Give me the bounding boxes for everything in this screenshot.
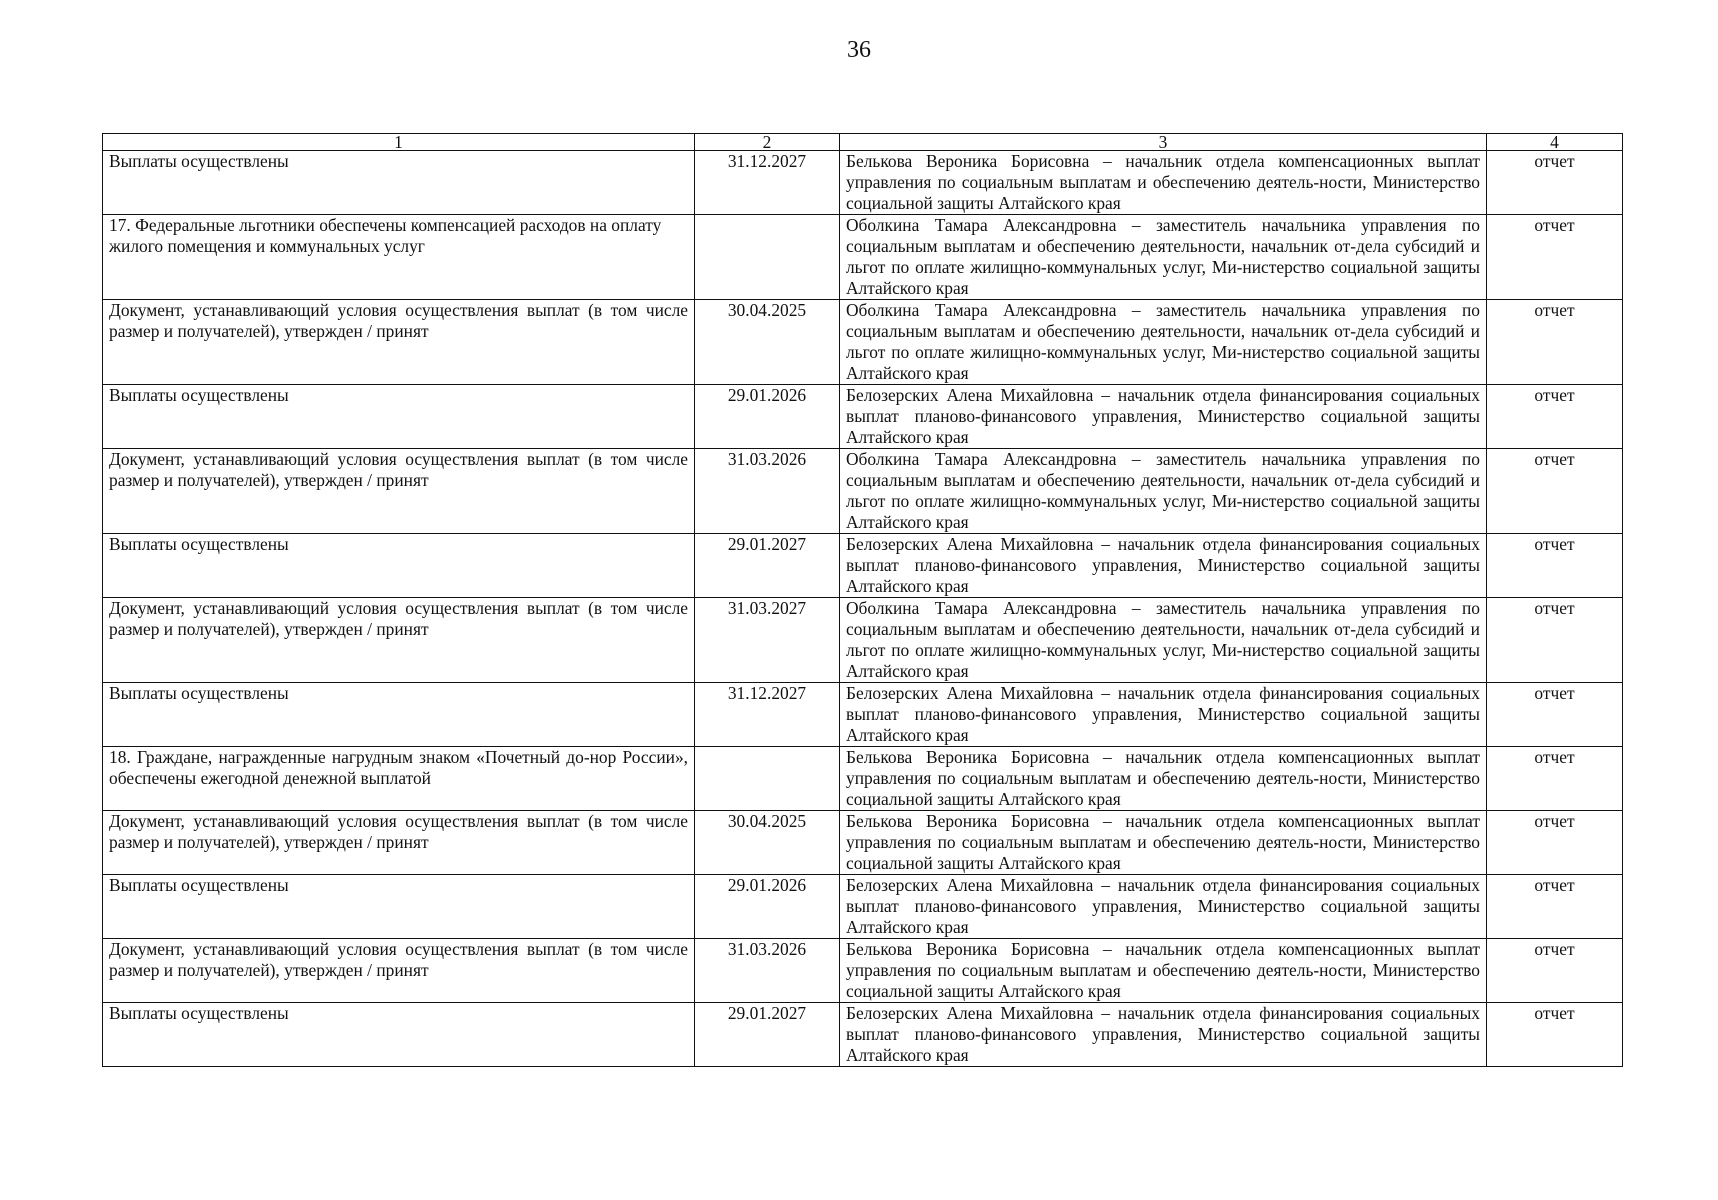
responsible-cell: Белозерских Алена Михайловна – начальник отдела финансирования социальных выплат планово-финансового управления, Министерство социальной защиты Алтайского края	[840, 1003, 1487, 1067]
date-cell: 29.01.2027	[695, 1003, 840, 1067]
table-row	[103, 151, 1623, 215]
responsible-cell: Белькова Вероника Борисовна – начальник отдела компенсационных выплат управления по социальным выплатам и обеспечению деятель-ности, Министерство социальной защиты Алтайского края	[840, 747, 1487, 811]
date-cell: 31.12.2027	[695, 683, 840, 747]
date-cell: 30.04.2025	[695, 300, 840, 385]
header-row	[103, 134, 1623, 151]
plan-table	[102, 133, 1623, 1067]
column-header-event: 1	[103, 134, 695, 151]
event-cell: Выплаты осуществлены	[103, 875, 695, 939]
page-number: 36	[847, 37, 871, 63]
event-cell: 17. Федеральные льготники обеспечены компенсацией расходов на оплату жилого помещения и коммунальных услуг	[103, 215, 695, 300]
column-header-responsible: 3	[840, 134, 1487, 151]
event-cell: Выплаты осуществлены	[103, 151, 695, 215]
table-row	[103, 534, 1623, 598]
document-cell: отчет	[1487, 300, 1623, 385]
document-cell: отчет	[1487, 215, 1623, 300]
document-cell: отчет	[1487, 875, 1623, 939]
document-cell: отчет	[1487, 811, 1623, 875]
event-cell: Выплаты осуществлены	[103, 1003, 695, 1067]
date-cell	[695, 215, 840, 300]
table-row	[103, 875, 1623, 939]
document-cell: отчет	[1487, 534, 1623, 598]
responsible-cell: Белькова Вероника Борисовна – начальник отдела компенсационных выплат управления по социальным выплатам и обеспечению деятель-ности, Министерство социальной защиты Алтайского края	[840, 811, 1487, 875]
responsible-cell: Белозерских Алена Михайловна – начальник отдела финансирования социальных выплат планово-финансового управления, Министерство социальной защиты Алтайского края	[840, 875, 1487, 939]
date-cell: 30.04.2025	[695, 811, 840, 875]
responsible-cell: Оболкина Тамара Александровна – заместитель начальника управления по социальным выплатам и обеспечению деятельности, начальник от-дела субсидий и льгот по оплате жилищно-коммунальных услуг, Ми-нистерство социальной защиты Алтайского края	[840, 215, 1487, 300]
event-cell: Документ, устанавливающий условия осуществления выплат (в том числе размер и получателей), утвержден / принят	[103, 300, 695, 385]
document-cell: отчет	[1487, 683, 1623, 747]
document-cell: отчет	[1487, 385, 1623, 449]
document-cell: отчет	[1487, 747, 1623, 811]
date-cell: 29.01.2026	[695, 875, 840, 939]
document-cell: отчет	[1487, 939, 1623, 1003]
responsible-cell: Белозерских Алена Михайловна – начальник отдела финансирования социальных выплат планово-финансового управления, Министерство социальной защиты Алтайского края	[840, 534, 1487, 598]
table-row	[103, 449, 1623, 534]
date-cell: 29.01.2027	[695, 534, 840, 598]
document-cell: отчет	[1487, 449, 1623, 534]
event-cell: Выплаты осуществлены	[103, 385, 695, 449]
event-cell: Выплаты осуществлены	[103, 534, 695, 598]
date-cell: 31.12.2027	[695, 151, 840, 215]
table-row	[103, 683, 1623, 747]
responsible-cell: Оболкина Тамара Александровна – заместитель начальника управления по социальным выплатам и обеспечению деятельности, начальник от-дела субсидий и льгот по оплате жилищно-коммунальных услуг, Ми-нистерство социальной защиты Алтайского края	[840, 598, 1487, 683]
table-row	[103, 811, 1623, 875]
date-cell	[695, 747, 840, 811]
responsible-cell: Белькова Вероника Борисовна – начальник отдела компенсационных выплат управления по социальным выплатам и обеспечению деятель-ности, Министерство социальной защиты Алтайского края	[840, 939, 1487, 1003]
document-cell: отчет	[1487, 151, 1623, 215]
date-cell: 31.03.2027	[695, 598, 840, 683]
responsible-cell: Белозерских Алена Михайловна – начальник отдела финансирования социальных выплат планово-финансового управления, Министерство социальной защиты Алтайского края	[840, 385, 1487, 449]
document-cell: отчет	[1487, 1003, 1623, 1067]
table-row	[103, 747, 1623, 811]
event-cell: 18. Граждане, награжденные нагрудным знаком «Почетный до-нор России», обеспечены ежегодной денежной выплатой	[103, 747, 695, 811]
event-cell: Выплаты осуществлены	[103, 683, 695, 747]
responsible-cell: Оболкина Тамара Александровна – заместитель начальника управления по социальным выплатам и обеспечению деятельности, начальник от-дела субсидий и льгот по оплате жилищно-коммунальных услуг, Ми-нистерство социальной защиты Алтайского края	[840, 449, 1487, 534]
table-row	[103, 300, 1623, 385]
table-row	[103, 1003, 1623, 1067]
table-row	[103, 215, 1623, 300]
event-cell: Документ, устанавливающий условия осуществления выплат (в том числе размер и получателей), утвержден / принят	[103, 811, 695, 875]
date-cell: 29.01.2026	[695, 385, 840, 449]
event-cell: Документ, устанавливающий условия осуществления выплат (в том числе размер и получателей), утвержден / принят	[103, 939, 695, 1003]
responsible-cell: Оболкина Тамара Александровна – заместитель начальника управления по социальным выплатам и обеспечению деятельности, начальник от-дела субсидий и льгот по оплате жилищно-коммунальных услуг, Ми-нистерство социальной защиты Алтайского края	[840, 300, 1487, 385]
table-row	[103, 598, 1623, 683]
event-cell: Документ, устанавливающий условия осуществления выплат (в том числе размер и получателей), утвержден / принят	[103, 449, 695, 534]
column-header-date: 2	[695, 134, 840, 151]
document-cell: отчет	[1487, 598, 1623, 683]
event-cell: Документ, устанавливающий условия осуществления выплат (в том числе размер и получателей), утвержден / принят	[103, 598, 695, 683]
table-row	[103, 939, 1623, 1003]
date-cell: 31.03.2026	[695, 449, 840, 534]
column-header-document: 4	[1487, 134, 1623, 151]
date-cell: 31.03.2026	[695, 939, 840, 1003]
responsible-cell: Белозерских Алена Михайловна – начальник отдела финансирования социальных выплат планово-финансового управления, Министерство социальной защиты Алтайского края	[840, 683, 1487, 747]
table-row	[103, 385, 1623, 449]
responsible-cell: Белькова Вероника Борисовна – начальник отдела компенсационных выплат управления по социальным выплатам и обеспечению деятель-ности, Министерство социальной защиты Алтайского края	[840, 151, 1487, 215]
